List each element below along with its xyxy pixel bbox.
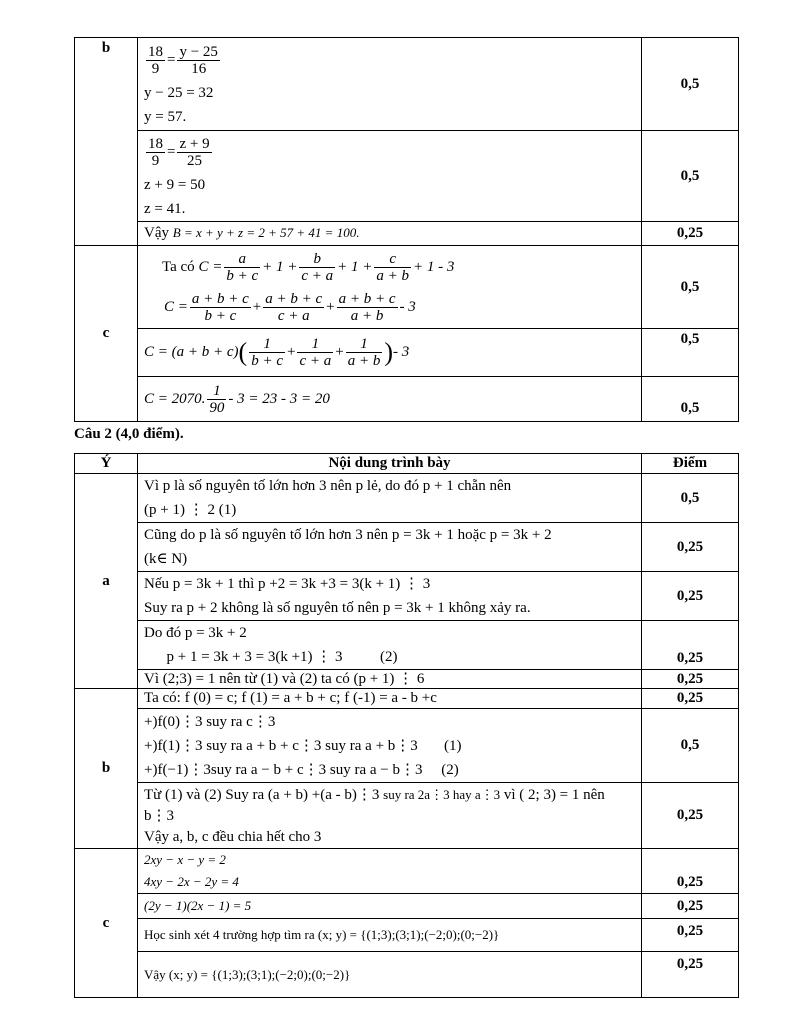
denominator: c + a: [301, 268, 334, 285]
math: C =: [198, 259, 223, 275]
numerator: 1: [249, 336, 285, 353]
numerator: a + b + c: [191, 291, 249, 308]
equation-line: 4xy − 2x − 2y = 4: [144, 874, 239, 889]
text-line: +)f(0)⋮3 suy ra c⋮3: [144, 713, 276, 730]
content-c-2: [138, 894, 642, 919]
text-line: Vậy a, b, c đều chia hết cho 3: [144, 828, 322, 845]
score: 0,25: [642, 952, 739, 998]
question-caption: Câu 2 (4,0 điểm).: [74, 426, 184, 442]
denominator: 25: [187, 153, 203, 170]
denominator: c + a: [299, 353, 332, 370]
score: 0,25: [642, 621, 739, 670]
denominator: 90: [209, 400, 225, 417]
content-b-2: [138, 709, 642, 783]
answer-table-part1: [74, 37, 739, 422]
numerator: 18: [148, 136, 163, 153]
text: suy ra 2a⋮3 hay a⋮3: [383, 786, 501, 802]
content-c-result: [138, 377, 642, 422]
text-line: Vì p là số nguyên tố lớn hơn 3 nên p lẻ, do đó p + 1 chẵn nên: [144, 478, 512, 494]
denominator: b + c: [251, 353, 283, 370]
numerator: a + b + c: [338, 291, 396, 308]
text-line: +)f(−1)⋮3suy ra a − b + c⋮3 suy ra a − b⋮3 (2): [144, 761, 459, 778]
denominator: a + b: [347, 353, 381, 370]
content-a-3: [138, 572, 642, 621]
denominator: b + c: [226, 268, 259, 285]
fraction: [207, 383, 226, 416]
text-line: Học sinh xét 4 trường hợp tìm ra (x; y) = {(1;3);(3;1);(−2;0);(0;−2)}: [144, 927, 500, 942]
denominator: b + c: [204, 308, 237, 325]
equation-line: 2xy − x − y = 2: [144, 852, 226, 867]
fraction: [146, 44, 165, 77]
content-a-5: [138, 670, 642, 689]
header-content: Nội dung trình bày: [138, 454, 642, 474]
sum-expression: B = x + y + z = 2 + 57 + 41 = 100.: [172, 225, 360, 240]
text-line: Suy ra p + 2 không là số nguyên tố nên p = 3k + 1 không xảy ra.: [144, 600, 531, 616]
denominator: a + b: [376, 268, 410, 285]
fraction: [249, 336, 285, 369]
fraction: [224, 251, 260, 284]
score: 0,5: [642, 131, 739, 222]
equation-line: z = 41.: [144, 201, 186, 217]
row-label-c2: c: [75, 849, 138, 998]
answer-table-part2: [74, 453, 739, 998]
fraction: [346, 336, 383, 369]
content-c-3: [138, 919, 642, 952]
score: 0,25: [642, 849, 739, 894]
math: - 3 = 23 - 3 = 20: [228, 391, 330, 407]
numerator: a: [224, 251, 260, 268]
math: C = (a + b + c): [144, 344, 239, 361]
score: 0,25: [642, 783, 739, 849]
text-line: Do đó p = 3k + 2: [144, 625, 247, 641]
row-label-c: c: [75, 246, 138, 422]
header-y: Ý: [75, 454, 138, 474]
score: 0,25: [642, 523, 739, 572]
math: + 1 - 3: [413, 259, 455, 275]
math: + 1 +: [337, 259, 373, 275]
row-label-a: a: [75, 474, 138, 689]
denominator: 9: [151, 61, 160, 78]
equation-line: (2y − 1)(2x − 1) = 5: [144, 898, 252, 913]
math: C = 2070.: [144, 391, 206, 407]
fraction: [177, 136, 211, 169]
denominator: 16: [191, 61, 207, 78]
score: 0,25: [642, 670, 739, 689]
score: 0,25: [642, 572, 739, 621]
content-b-1: [138, 689, 642, 709]
content-b-3: [138, 783, 642, 849]
fraction: [337, 291, 398, 324]
text-line: b⋮3: [144, 807, 174, 824]
math: C =: [164, 299, 188, 315]
fraction: [146, 136, 165, 169]
equation-line: y = 57.: [144, 109, 187, 125]
numerator: b: [299, 251, 335, 268]
text-line: Vậy (x; y) = {(1;3);(3;1);(−2;0);(0;−2)}: [144, 966, 351, 982]
sum-prefix: Vậy: [144, 225, 169, 241]
content-c-4: [138, 952, 642, 998]
score: 0,5: [642, 246, 739, 329]
text: vì ( 2; 3) = 1 nên: [500, 786, 605, 803]
score: 0,5: [642, 377, 739, 422]
numerator: a + b + c: [265, 291, 323, 308]
equation-line: z + 9 = 50: [144, 177, 206, 193]
text-line: Vì (2;3) = 1 nên từ (1) và (2) ta có (p + 1) ⋮ 6: [144, 671, 425, 687]
content-z-solution: $\frac{18}{9}$ = $\frac{z + 9}{25}$ z + 9 = 50 z = 41.: [138, 131, 642, 222]
fraction: [177, 44, 219, 77]
content-sum: [138, 222, 642, 246]
equation-line: y − 25 = 32: [144, 85, 214, 101]
numerator: 18: [148, 44, 163, 61]
score: 0,5: [642, 709, 739, 783]
text-line: Ta có: f (0) = c; f (1) = a + b + c; f (-1) = a - b +c: [144, 690, 437, 706]
text-line: (k∈ N): [144, 551, 188, 567]
text: Ta có: [162, 259, 195, 275]
fraction: [299, 251, 335, 284]
text-line: Cũng do p là số nguyên tố lớn hơn 3 nên p = 3k + 1 hoặc p = 3k + 2: [144, 527, 552, 543]
text-line: p + 1 = 3k + 3 = 3(k +1) ⋮ 3 (2): [144, 649, 398, 665]
score: 0,25: [642, 689, 739, 709]
fraction: [190, 291, 251, 324]
content-a-2: [138, 523, 642, 572]
denominator: a + b: [350, 308, 384, 325]
numerator: 1: [297, 336, 333, 353]
numerator: c: [374, 251, 411, 268]
text-line: Nếu p = 3k + 1 thì p +2 = 3k +3 = 3(k + 1) ⋮ 3: [144, 576, 431, 592]
content-y-solution: $\frac{18}{9}$ = $\frac{y - 25}{16}$ y − 25 = 32 y = 57.: [138, 38, 642, 131]
score: 0,25: [642, 919, 739, 952]
math: - 3: [399, 299, 416, 315]
score: 0,5: [642, 38, 739, 131]
score: 0,25: [642, 222, 739, 246]
row-label-b2: b: [75, 689, 138, 849]
score: 0,5: [642, 474, 739, 523]
score: 0,25: [642, 894, 739, 919]
score: 0,5: [642, 329, 739, 377]
header-score: Điểm: [642, 454, 739, 474]
content-a-1: [138, 474, 642, 523]
numerator: 1: [207, 383, 226, 400]
numerator: y − 25: [179, 44, 218, 61]
row-label-b: b: [75, 38, 138, 246]
content-c-expression: Ta có C = $\frac{a}{b + c}$ + 1 + $\frac{b}{c + a}$ + 1 + $\frac{c}{a + b}$ + 1 - 3 C = $\frac{a + b + c}{b + c}$ + $\frac{a + b + c}{c + a}$ + $\frac{a + b + c}{a + b}$ - 3: [138, 246, 642, 329]
content-a-4: [138, 621, 642, 670]
fraction: [263, 291, 324, 324]
content-c-1: [138, 849, 642, 894]
fraction: [297, 336, 333, 369]
denominator: 9: [151, 153, 160, 170]
numerator: z + 9: [179, 136, 210, 153]
fraction: [374, 251, 411, 284]
text-line: (p + 1) ⋮ 2 (1): [144, 502, 237, 518]
text: Từ (1) và (2) Suy ra (a + b) +(a - b)⋮3: [144, 786, 384, 803]
math: - 3: [393, 344, 410, 361]
content-c-factor: C = (a + b + c)( $\frac{1}{b + c}$ + $\frac{1}{c + a}$ + $\frac{1}{a + b}$ )- 3: [138, 329, 642, 377]
denominator: c + a: [277, 308, 310, 325]
math: + 1 +: [262, 259, 298, 275]
numerator: 1: [346, 336, 383, 353]
text-line: +)f(1)⋮3 suy ra a + b + c⋮3 suy ra a + b⋮3 (1): [144, 737, 462, 754]
